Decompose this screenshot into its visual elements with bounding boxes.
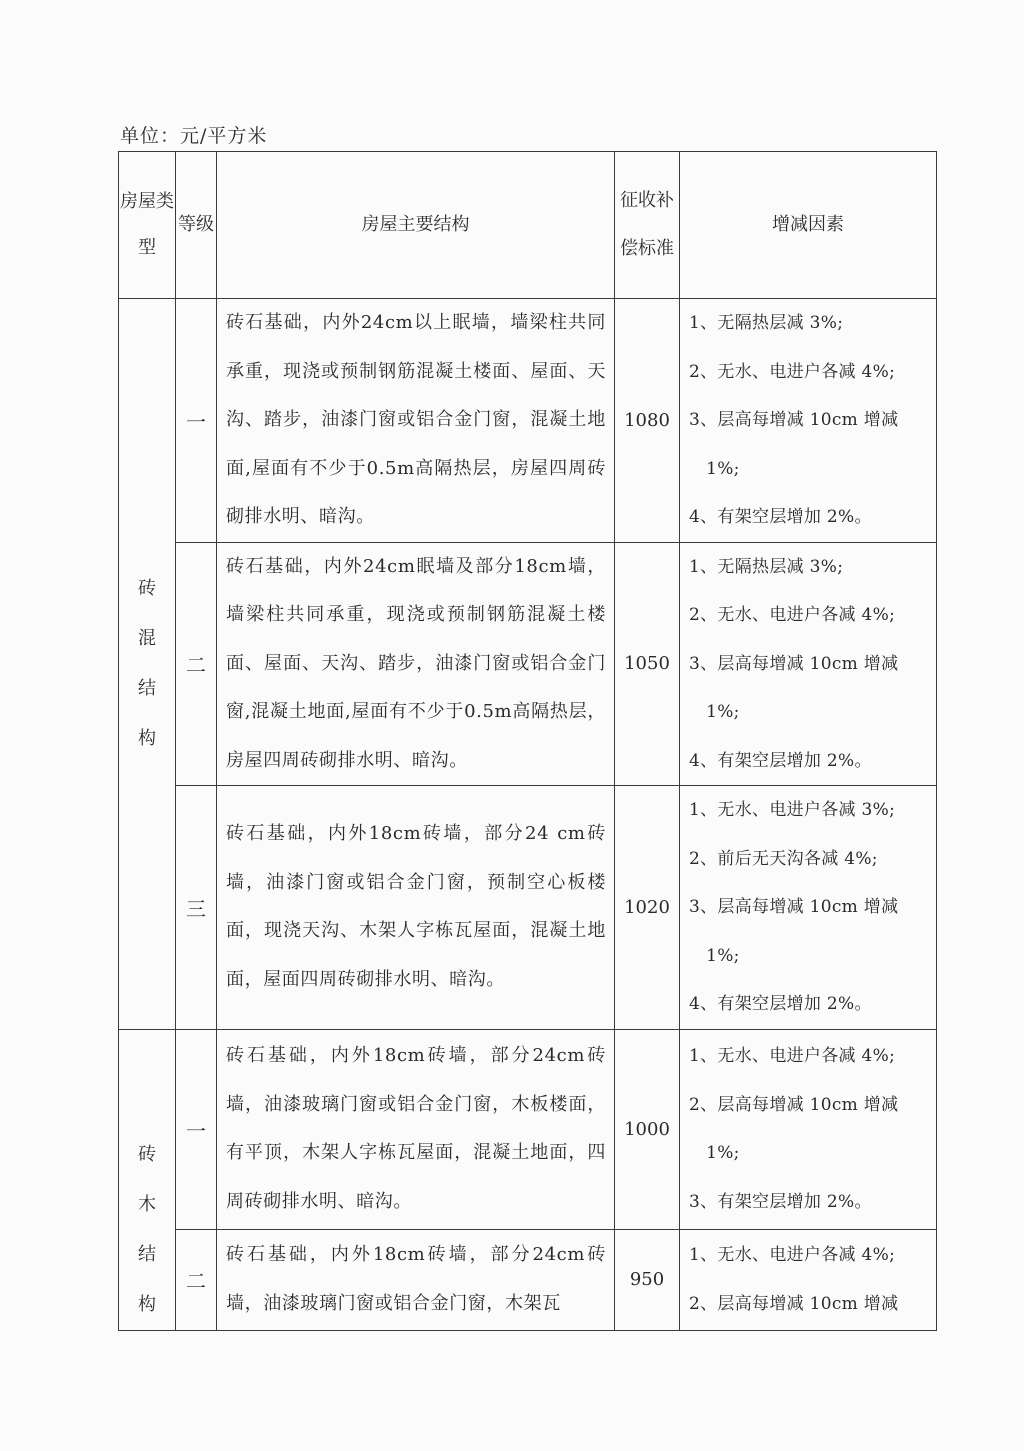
factor-item: 2、无水、电进户各减 4%; — [689, 605, 896, 625]
structure-cell: 砖石基础，内外24cm眠墙及部分18cm墙，墙梁柱共同承重，现浇或预制钢筋混凝土楼面、屋面、天沟、踏步，油漆门窗或铝合金门窗,混凝土地面,屋面有不少于0.5m高隔热层，房屋四周砖砌排水明、暗沟。 — [217, 542, 615, 786]
factor-item: 3、层高每增减 10cm 增减 — [689, 410, 899, 430]
factor-item: 1、无水、电进户各减 3%; — [689, 800, 896, 820]
standard-cell: 1020 — [615, 786, 680, 1030]
grade-cell: 一 — [176, 299, 217, 543]
factor-item: 1、无隔热层减 3%; — [689, 556, 844, 577]
standard-cell: 1080 — [615, 299, 680, 543]
factor-item: 1、无水、电进户各减 4%; — [689, 1046, 896, 1067]
factor-item: 2、前后无天沟各减 4%; — [689, 848, 878, 869]
compensation-table — [118, 151, 937, 1331]
header-factors: 增减因素 — [680, 152, 937, 299]
house-type-brick-concrete: 砖混结构 — [119, 299, 176, 1030]
factor-item: 4、有架空层增加 2%。 — [689, 994, 872, 1014]
factors-cell — [680, 1230, 937, 1330]
header-standard: 征收补偿标准 — [615, 152, 680, 299]
unit-label: 单位：元/平方米 — [120, 125, 268, 147]
standard-cell: 1000 — [615, 1029, 680, 1230]
table-row — [119, 1029, 937, 1230]
factor-item: 1、无隔热层减 3%; — [689, 313, 844, 333]
factor-item: 1%; — [689, 945, 740, 966]
structure-cell: 砖石基础，内外24cm以上眠墙，墙梁柱共同承重，现浇或预制钢筋混凝土楼面、屋面、天沟、踏步，油漆门窗或铝合金门窗，混凝土地面,屋面有不少于0.5m高隔热层，房屋四周砖砌排水明、暗沟。 — [217, 299, 615, 543]
grade-cell: 二 — [176, 542, 217, 786]
table-row — [119, 542, 937, 786]
grade-cell: 二 — [176, 1230, 217, 1330]
structure-cell: 砖石基础，内外18cm砖墙，部分24cm砖墙，油漆玻璃门窗或铝合金门窗，木板楼面，有平顶，木架人字栋瓦屋面，混凝土地面，四周砖砌排水明、暗沟。 — [217, 1029, 615, 1230]
factors-cell — [680, 299, 937, 543]
factor-item: 2、层高每增减 10cm 增减 — [689, 1094, 899, 1115]
standard-cell: 1050 — [615, 542, 680, 786]
grade-cell: 三 — [176, 786, 217, 1030]
header-row — [119, 152, 937, 299]
factors-cell — [680, 542, 937, 786]
factor-item: 3、有架空层增加 2%。 — [689, 1191, 872, 1212]
factor-item: 1%; — [689, 702, 740, 722]
factor-item: 1、无水、电进户各减 4%; — [689, 1245, 896, 1266]
header-structure: 房屋主要结构 — [217, 152, 615, 299]
factor-item: 1%; — [689, 1143, 740, 1164]
structure-cell: 砖石基础，内外18cm砖墙，部分24cm砖墙，油漆玻璃门窗或铝合金门窗，木架瓦 — [217, 1230, 615, 1330]
factors-cell — [680, 1029, 937, 1230]
factor-item: 2、无水、电进户各减 4%; — [689, 361, 896, 382]
grade-cell: 一 — [176, 1029, 217, 1230]
standard-cell: 950 — [615, 1230, 680, 1330]
factor-item: 3、层高每增减 10cm 增减 — [689, 653, 899, 674]
table-row — [119, 786, 937, 1030]
factors-cell — [680, 786, 937, 1030]
factor-item: 4、有架空层增加 2%。 — [689, 507, 872, 527]
header-house-type: 房屋类型 — [119, 152, 176, 299]
factor-item: 1%; — [689, 458, 740, 479]
factor-item: 2、层高每增减 10cm 增减 — [689, 1293, 899, 1314]
factor-item: 4、有架空层增加 2%。 — [689, 750, 872, 771]
table-row — [119, 1230, 937, 1330]
factor-item: 3、层高每增减 10cm 增减 — [689, 897, 899, 917]
house-type-brick-wood: 砖木结构 — [119, 1029, 176, 1330]
header-grade: 等级 — [176, 152, 217, 299]
structure-cell: 砖石基础，内外18cm砖墙，部分24 cm砖墙，油漆门窗或铝合金门窗，预制空心板楼面，现浇天沟、木架人字栋瓦屋面，混凝土地面，屋面四周砖砌排水明、暗沟。 — [217, 786, 615, 1030]
table-row — [119, 299, 937, 543]
